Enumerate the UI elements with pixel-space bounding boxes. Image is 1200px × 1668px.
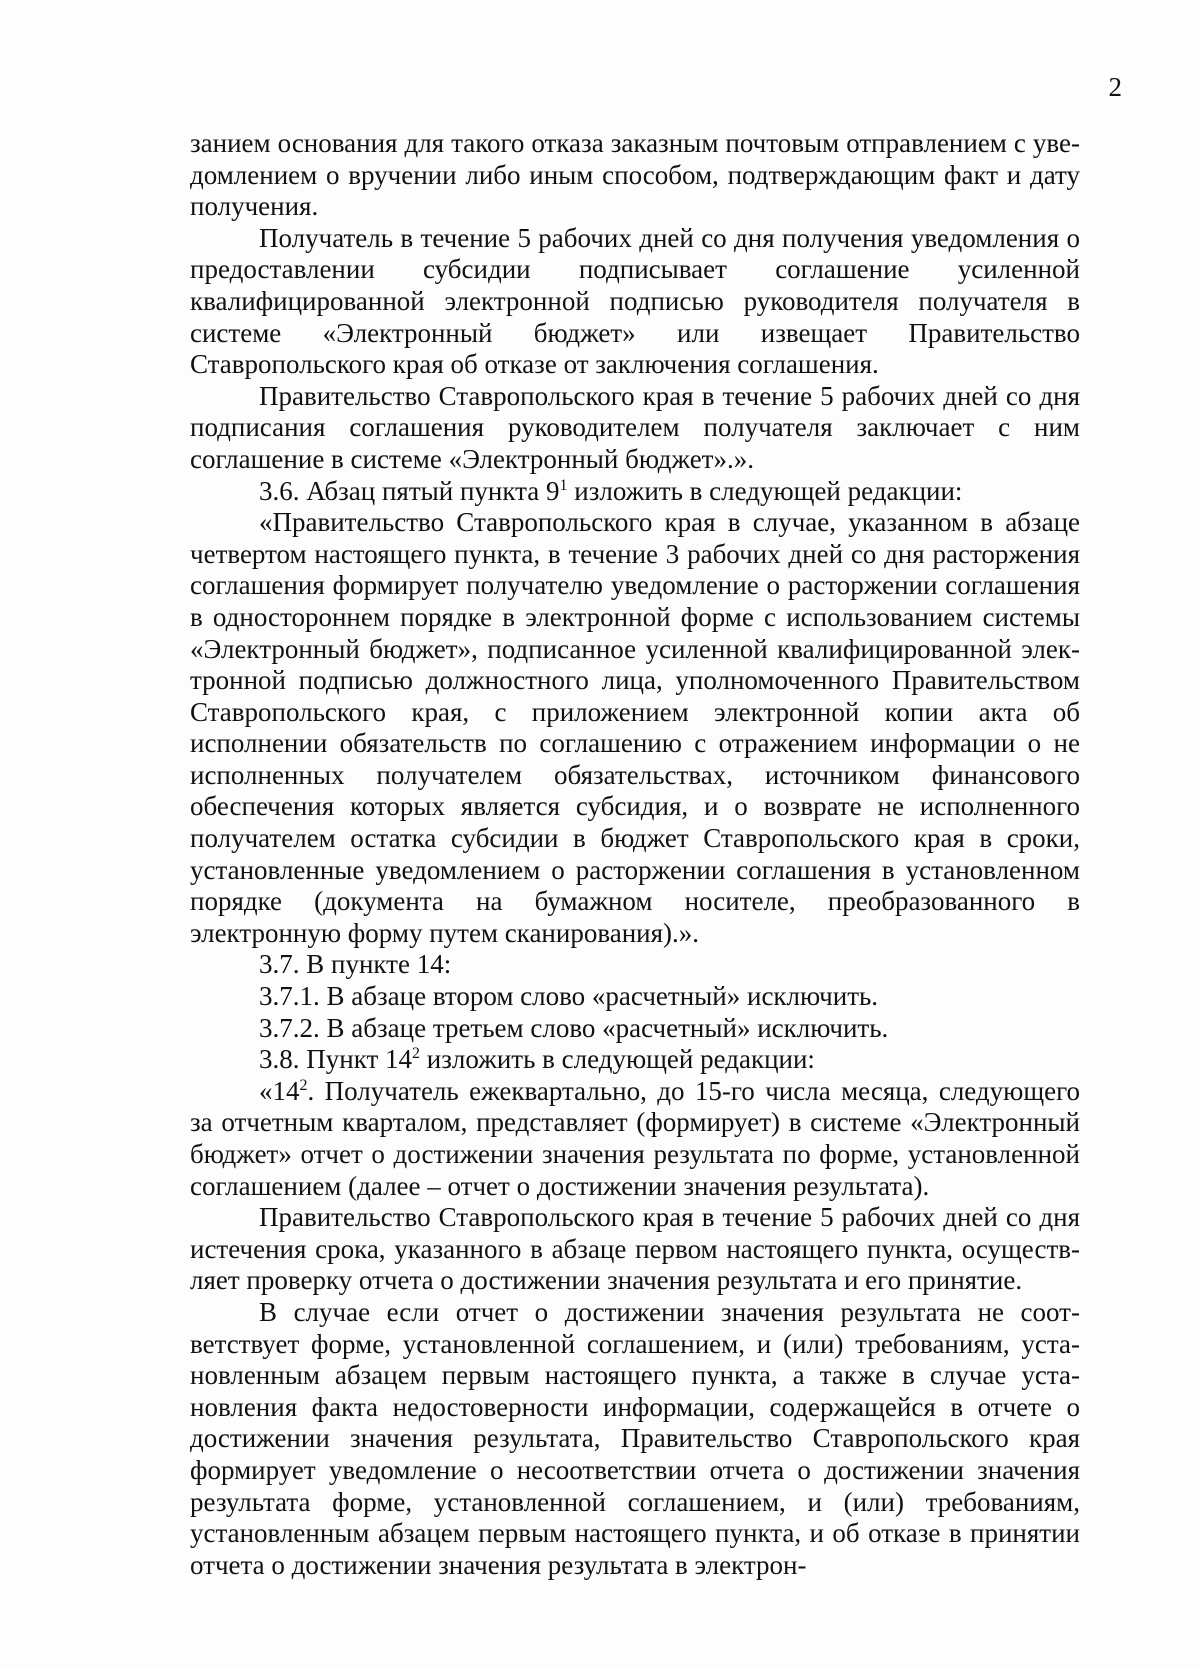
item-3-6-text: 3.6. Абзац пятый пункта 9	[259, 475, 560, 506]
superscript: 1	[559, 476, 568, 494]
paragraph-agreement-conclusion: Правительство Ставропольского края в течение 5 рабочих дней со дня подписания соглашения руководителем получателя заключает с ним соглашение в системе «Электронный бюджет».».	[190, 380, 1080, 474]
paragraph-item-3-8	[190, 1044, 1080, 1076]
superscript: 2	[299, 1076, 308, 1094]
paragraph-item-3-7-2: 3.7.2. В абзаце третьем слово «расчетный» исключить.	[259, 1012, 889, 1043]
item-3-8-text-end: изложить в следующей редакции:	[420, 1044, 815, 1075]
page-number: 2	[1108, 72, 1122, 102]
paragraph-termination-notice: «Правительство Ставропольского края в случае, указанном в абзаце четвертом настоящего пункта, в течение 3 рабочих дней со дня расторжения соглашения формирует получателю уведомление о расторжении соглашения в одностороннем порядке в электронной форме с использованием системы «Электронный бюджет», подписанное усиленной квалифицированной электронной подписью должностного лица, уполномоченного Правительством Ставропольского края, с приложением электронной копии акта об исполнении обязательств по соглашению с отражением информации о не исполненных получателем обязательствах, источником финансового обеспечения которых является субсидия, и о возврате не исполненного получателем остатка субсидии в бюджет Ставропольского края в сроки, установленные уведомлением о расторжении соглашения в установленном порядке (документа на бумажном носителе, преобразованного в электронную форму путем сканирования).».	[190, 507, 1080, 948]
item-3-6-text-end: изложить в следующей редакции:	[567, 475, 963, 506]
paragraph-item-3-7: 3.7. В пункте 14:	[259, 949, 452, 980]
paragraph-recipient-signing: Получатель в течение 5 рабочих дней со дня получения уведомления о предоставлении субсидии подписывает соглашение усиленной квалифицированной электронной подписью руководителя получателя в системе «Электронный бюджет» или извещает Правительство Ставропольского края об отказе от заключения соглашения.	[190, 222, 1080, 380]
paragraph-continuation: занием основания для такого отказа заказным почтовым отправлением с уведомлением о вручении либо иным способом, подтверждающим факт и дату получения.	[190, 128, 1080, 222]
item-14-2-text-end: . Получатель ежеквартально, до 15-го числа месяца, следующего за отчетным кварталом, представляет (формирует) в системе «Электронный бюджет» отчет о достижении значения результата по форме, установленной соглашением (далее – отчет о достижении значения результата).	[190, 1075, 1080, 1201]
item-3-8-text: 3.8. Пункт 14	[259, 1044, 413, 1075]
paragraph-item-3-7-1: 3.7.1. В абзаце втором слово «расчетный» исключить.	[259, 981, 879, 1012]
paragraph-report-check: Правительство Ставропольского края в течение 5 рабочих дней со дня истечения срока, указанного в абзаце первом настоящего пункта, осуществляет проверку отчета о достижении значения результата и его принятие.	[190, 1202, 1080, 1296]
item-14-2-text: «14	[259, 1075, 300, 1106]
document-body	[190, 128, 1080, 1581]
paragraph-item-14-2	[190, 1076, 1080, 1202]
paragraph-item-3-6	[190, 476, 1080, 508]
superscript: 2	[412, 1045, 421, 1063]
paragraph-report-mismatch: В случае если отчет о достижении значения результата не соответствует форме, установленной соглашением, и (или) требованиям, установленным абзацем первым настоящего пункта, а также в случае установления факта недостоверности информации, содержащейся в отчете о достижении значения результата, Правительство Ставропольского края формирует уведомление о несоответствии отчета о достижении значения результата форме, установленной соглашением, и (или) требованиям, установленным абзацем первым настоящего пункта, и об отказе в принятии отчета о достижении значения результата в электрон-	[190, 1296, 1080, 1580]
